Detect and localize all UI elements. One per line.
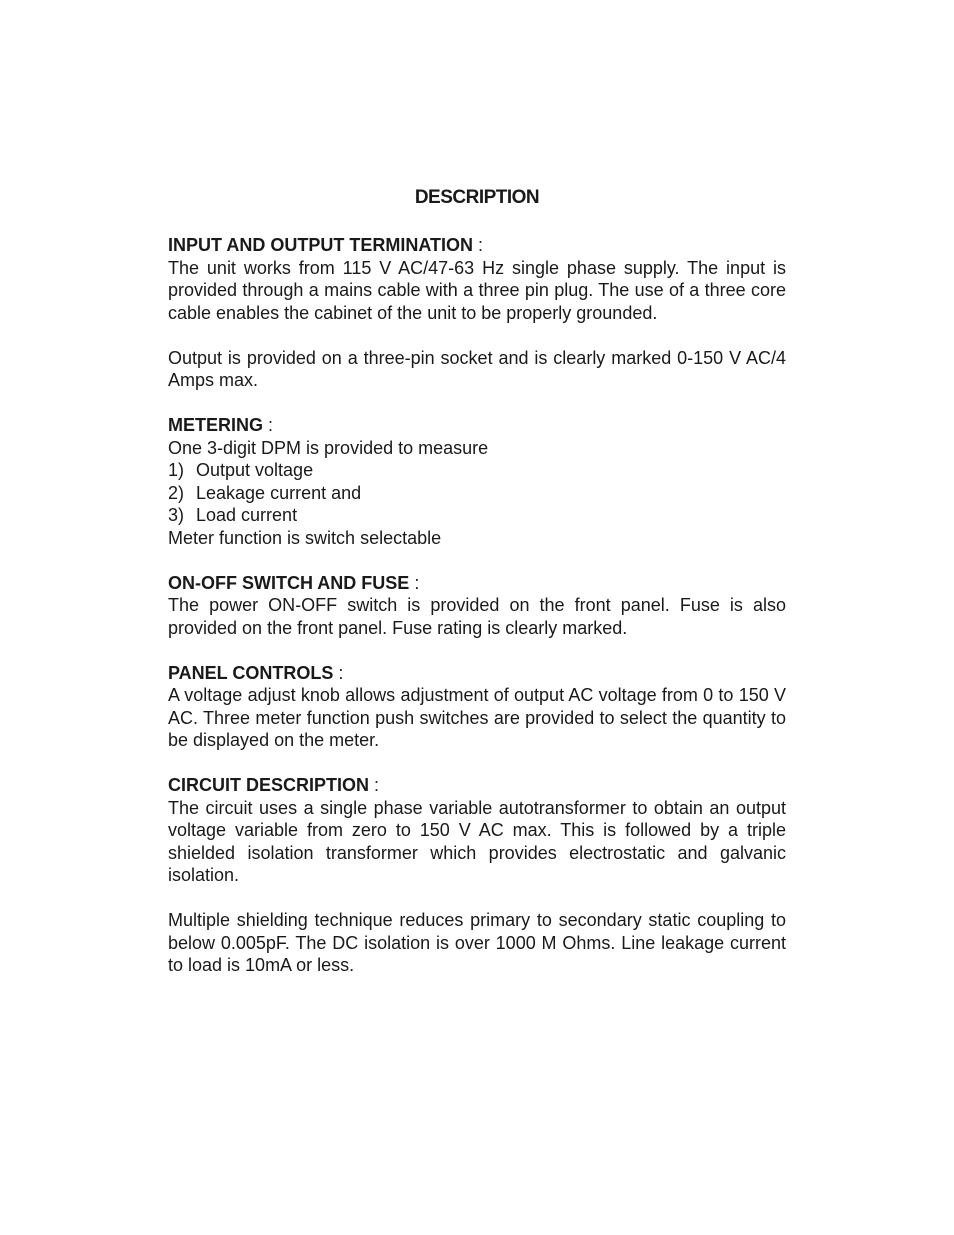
list-text: Leakage current and (196, 482, 362, 503)
section-panel-controls (168, 662, 786, 752)
page-title: DESCRIPTION (414, 187, 540, 208)
section-heading-line (168, 234, 786, 257)
list-number: 1) (168, 460, 185, 480)
list-text: Output voltage (196, 460, 314, 480)
section-heading-line (168, 414, 786, 437)
section-heading-line (168, 572, 786, 595)
paragraph: The power ON-OFF switch is provided on the front panel. Fuse is also provided on the front panel. Fuse rating is clearly marked. (168, 595, 786, 638)
page-content (168, 186, 786, 999)
paragraph: The circuit uses a single phase variable autotransformer to obtain an output voltage variable from zero to 150 V AC max. This is followed by a triple shielded isolation transformer which provides electrostatic and galvanic isolation. (168, 797, 786, 885)
section-metering (168, 414, 786, 549)
list-number: 2) (168, 482, 185, 503)
section-heading: PANEL CONTROLS (168, 662, 334, 683)
section-heading: CIRCUIT DESCRIPTION (168, 775, 370, 795)
section-input-output (168, 234, 786, 392)
metering-list (168, 459, 786, 527)
section-heading: INPUT AND OUTPUT TERMINATION (168, 235, 473, 255)
heading-separator: : (472, 235, 483, 255)
section-heading: ON-OFF SWITCH AND FUSE (168, 572, 410, 593)
heading-separator: : (409, 572, 420, 593)
list-item (168, 482, 786, 505)
heading-separator: : (333, 662, 344, 683)
section-heading-line (168, 774, 786, 797)
paragraph: Output is provided on a three-pin socket and is clearly marked 0-150 V AC/4 Amps max. (168, 347, 786, 390)
paragraph: Multiple shielding technique reduces primary to secondary static coupling to below 0.005pF. The DC isolation is over 1000 M Ohms. Line leakage current to load is 10mA or less. (168, 910, 786, 975)
heading-separator: : (263, 415, 274, 435)
section-switch-fuse (168, 572, 786, 640)
paragraph: Meter function is switch selectable (168, 527, 442, 548)
section-heading: METERING (168, 415, 264, 435)
list-item (168, 459, 786, 482)
section-circuit-description (168, 774, 786, 977)
paragraph: The unit works from 115 V AC/47-63 Hz single phase supply. The input is provided through a mains cable with a three pin plug. The use of a three core cable enables the cabinet of the unit to be properly grounded. (168, 257, 786, 323)
section-heading-line (168, 662, 786, 685)
list-number: 3) (168, 505, 185, 525)
list-text: Load current (196, 505, 298, 525)
heading-separator: : (369, 775, 380, 795)
paragraph: A voltage adjust knob allows adjustment of output AC voltage from 0 to 150 V AC. Three meter function push switches are provided to select the quantity to be displayed on the meter. (168, 685, 786, 750)
list-item (168, 504, 786, 527)
paragraph: One 3-digit DPM is provided to measure (168, 437, 489, 458)
